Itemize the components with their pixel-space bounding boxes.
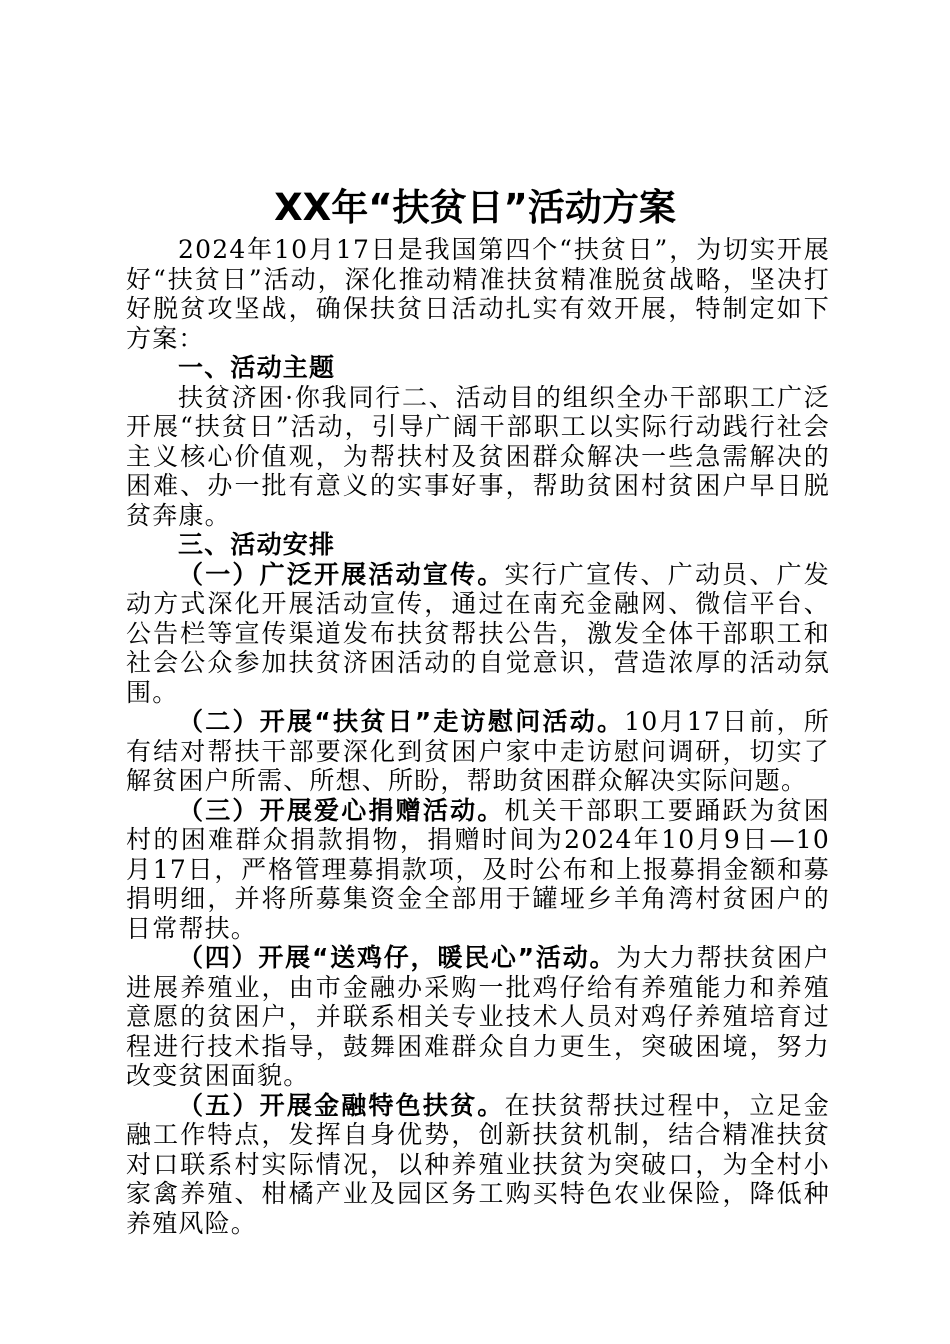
arrangement-item-5 [126, 1091, 830, 1239]
arrangement-item-4 [126, 943, 830, 1091]
item-lead: （三）开展爱心捐赠活动。 [178, 795, 505, 825]
item-text: 机关干部职工要踊跃为贫困村的困难群众捐款捐物，捐赠时间为2024年10月9日—10月17日，严格管理募捐款项，及时公布和上报募捐金额和募捐明细，并将所募集资金全部用于罐垭乡羊角湾村贫困户的日常帮扶。 [126, 795, 830, 943]
intro-paragraph: 2024年10月17日是我国第四个“扶贫日”，为切实开展好“扶贫日”活动，深化推动精准扶贫精准脱贫战略，坚决打好脱贫攻坚战，确保扶贫日活动扎实有效开展，特制定如下方案： [126, 235, 830, 353]
arrangement-item-2 [126, 707, 830, 796]
section-heading-arrangement: 三、活动安排 [178, 530, 336, 559]
item-lead: （一）广泛开展活动宣传。 [178, 559, 505, 589]
section-theme-paragraph: 扶贫济困·你我同行二、活动目的组织全办干部职工广泛开展“扶贫日”活动，引导广阔干部职工以实际行动践行社会主义核心价值观，为帮扶村及贫困群众解决一些急需解决的困难、办一批有意义的实事好事，帮助贫困村贫困户早日脱贫奔康。 [126, 382, 830, 530]
item-text: 10月17日前，所有结对帮扶干部要深化到贫困户家中走访慰问调研，切实了解贫困户所需、所想、所盼，帮助贫困群众解决实际问题。 [126, 707, 830, 795]
item-text: 为大力帮扶贫困户进展养殖业，由市金融办采购一批鸡仔给有养殖能力和养殖意愿的贫困户，并联系相关专业技术人员对鸡仔养殖培育过程进行技术指导，鼓舞困难群众自力更生，突破困境，努力改变贫困面貌。 [126, 943, 831, 1090]
item-text: 在扶贫帮扶过程中，立足金融工作特点，发挥自身优势，创新扶贫机制，结合精准扶贫对口联系村实际情况，以种养殖业扶贫为突破口，为全村小家禽养殖、柑橘产业及园区务工购买特色农业保险，降低种养殖风险。 [126, 1090, 830, 1238]
document-title: XX年“扶贫日”活动方案 [274, 186, 676, 229]
item-lead: （二）开展“扶贫日”走访慰问活动。 [178, 707, 625, 736]
document-body [126, 235, 830, 1238]
arrangement-item-1 [126, 560, 830, 708]
section-heading-theme: 一、活动主题 [178, 353, 336, 382]
item-lead: （四）开展“送鸡仔，暖民心”活动。 [178, 943, 617, 972]
item-text: 实行广宣传、广动员、广发动方式深化开展活动宣传，通过在南充金融网、微信平台、公告栏等宣传渠道发布扶贫帮扶公告，激发全体干部职工和社会公众参加扶贫济困活动的自觉意识，营造浓厚的活动氛围。 [126, 559, 830, 707]
arrangement-item-3 [126, 796, 830, 944]
item-lead: （五）开展金融特色扶贫。 [178, 1090, 505, 1120]
